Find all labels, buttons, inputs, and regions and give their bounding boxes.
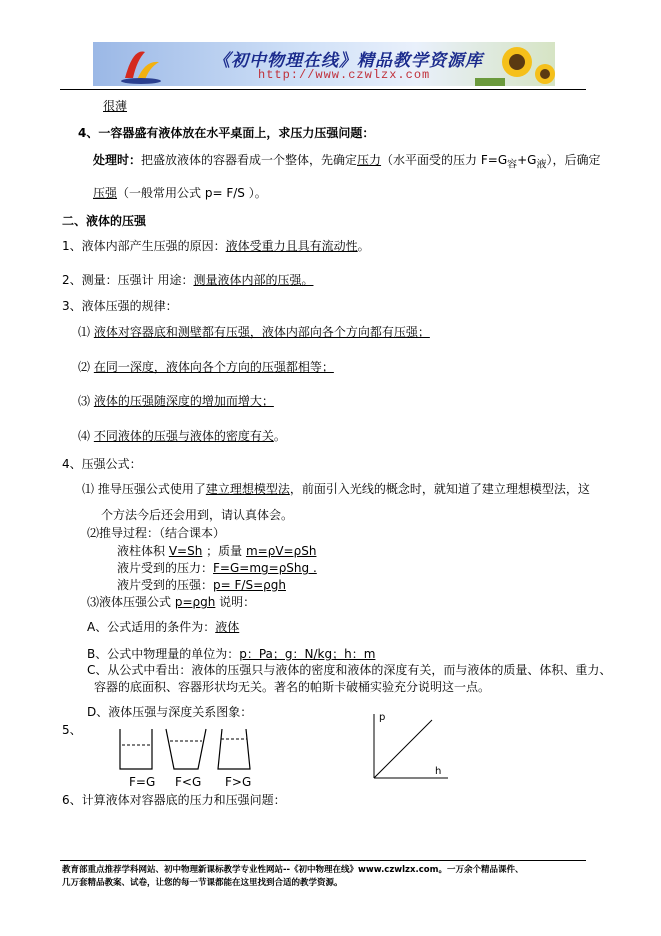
pressure-line (374, 720, 432, 778)
containers-figure (114, 725, 284, 775)
formula: m=ρV=ρSh (245, 544, 317, 558)
header-rule (60, 89, 586, 90)
footer-line: 几万套精品教案、试卷，让您的每一节课都能在这里找到合适的教学资源。 (62, 878, 343, 888)
text-span: ⑶液体压强公式 (87, 595, 175, 609)
key-term: 液体对容器底和测壁都有压强，液体内部向各个方向都有压强； (93, 325, 430, 339)
container-wide-top-icon (166, 729, 206, 769)
text-span: B、公式中物理量的单位为： (87, 647, 240, 661)
key-term: 压强 (93, 186, 118, 200)
item-number: ⑶ (78, 394, 91, 408)
derivation-line (117, 560, 317, 576)
text-line: ⑵推导过程：（结合课本） (87, 526, 226, 540)
text-span: 把盛放液体的容器看成一个整体，先确定 (141, 153, 358, 167)
text-span: ），后确定 (546, 153, 601, 167)
formula: p：Pa；g：N/kg；h：m (239, 647, 376, 661)
formula: p= F/S=ρgh (213, 578, 286, 592)
key-term: 建立理想模型法 (205, 482, 290, 496)
footer-line: 教育部重点推荐学科网站、初中物理新课标教学专业性网站--《初中物理在线》www.czwlzx.com。一万余个精品课件、 (62, 865, 524, 875)
container-label: F>G (225, 775, 252, 789)
key-term: 液体的压强随深度的增加而增大； (93, 394, 274, 408)
lead-label: 处理时： (93, 153, 142, 167)
text-span: （一般常用公式 p= F/S ）。 (117, 186, 267, 200)
text-span: 液片受到的压力： (117, 561, 214, 575)
text-line: C、从公式中看出：液体的压强只与液体的密度和液体的深度有关，而与液体的质量、体积、重力、 (87, 663, 612, 677)
derivation-line (117, 577, 286, 593)
text-line: 容器的底面积、容器形状均无关。著名的帕斯卡破桶实验充分说明这一点。 (94, 680, 491, 694)
rule-item (78, 359, 334, 375)
x-axis-label: h (435, 766, 442, 777)
text-span: （水平面受的压力 F=G (381, 153, 508, 167)
text-line: 4、压强公式： (62, 457, 142, 471)
text-line (82, 481, 590, 497)
subscript: 液 (536, 159, 547, 171)
text-span: +G (517, 153, 537, 167)
derivation-line (117, 543, 316, 559)
text-line (87, 594, 255, 610)
text-line (87, 619, 239, 635)
item-4-heading (78, 125, 374, 141)
banner-url: http://www.czwlzx.com (258, 68, 431, 82)
text-line (87, 646, 375, 662)
text-line (93, 185, 267, 201)
item-number: 5、 (62, 723, 82, 737)
item-number: ⑵ (78, 360, 91, 374)
text-span: 1、液体内部产生压强的原因： (62, 239, 226, 253)
text-line (62, 272, 313, 288)
formula: F=G=mg=ρShg . (213, 561, 317, 575)
key-term: 在同一深度，液体向各个方向的压强都相等； (93, 360, 334, 374)
rule-item (78, 393, 274, 409)
item-number: ⑷ (78, 429, 91, 443)
formula: V=Sh (168, 544, 203, 558)
text-span: 。 (357, 239, 370, 253)
text-span: 2、测量：压强计 用途： (62, 273, 194, 287)
key-term: 液体受重力且具有流动性 (225, 239, 358, 253)
container-narrow-top-icon (218, 729, 250, 769)
footer-rule (60, 860, 586, 861)
text-line: 很薄 (103, 99, 128, 113)
key-term: 不同液体的压强与液体的密度有关 (93, 429, 274, 443)
item-text: 一容器盛有液体放在水平桌面上，求压力压强问题： (98, 126, 375, 140)
text-span: ；质量 (202, 544, 246, 558)
key-term: 压力 (357, 153, 382, 167)
item-number: 4、 (78, 126, 99, 140)
text-span: 说明： (215, 595, 256, 609)
text-line: 个方法今后还会用到，请认真体会。 (101, 508, 294, 522)
key-term: 测量液体内部的压强。 (193, 273, 314, 287)
logo-icon (111, 42, 171, 86)
rule-item (78, 324, 430, 340)
formula: p=ρgh (174, 595, 216, 609)
container-label: F<G (175, 775, 202, 789)
text-line: 6、计算液体对容器底的压力和压强问题： (62, 793, 286, 807)
text-line: D、液体压强与深度关系图象： (87, 705, 253, 719)
subscript: 容 (507, 159, 518, 171)
y-axis-label: p (379, 712, 386, 723)
text-line: 3、液体压强的规律： (62, 299, 178, 313)
sunflower-icon (475, 42, 555, 86)
key-term: 液体 (215, 620, 240, 634)
header-banner (93, 42, 555, 86)
text-span: A、公式适用的条件为： (87, 620, 216, 634)
container-label: F=G (129, 775, 156, 789)
text-span: 液片受到的压强： (117, 578, 214, 592)
rule-item (78, 428, 286, 444)
text-span: ⑴ 推导压强公式使用了 (82, 482, 206, 496)
container-straight-icon (120, 729, 152, 769)
item-number: ⑴ (78, 325, 91, 339)
text-line (93, 152, 601, 173)
text-span: 液柱体积 (117, 544, 169, 558)
section-heading: 二、液体的压强 (62, 214, 147, 228)
text-span: ，前面引入光线的概念时，就知道了建立理想模型法，这 (289, 482, 590, 496)
banner-title: 《初中物理在线》精品教学资源库 (213, 51, 483, 71)
text-line (62, 238, 370, 254)
text-span: 。 (273, 429, 286, 443)
